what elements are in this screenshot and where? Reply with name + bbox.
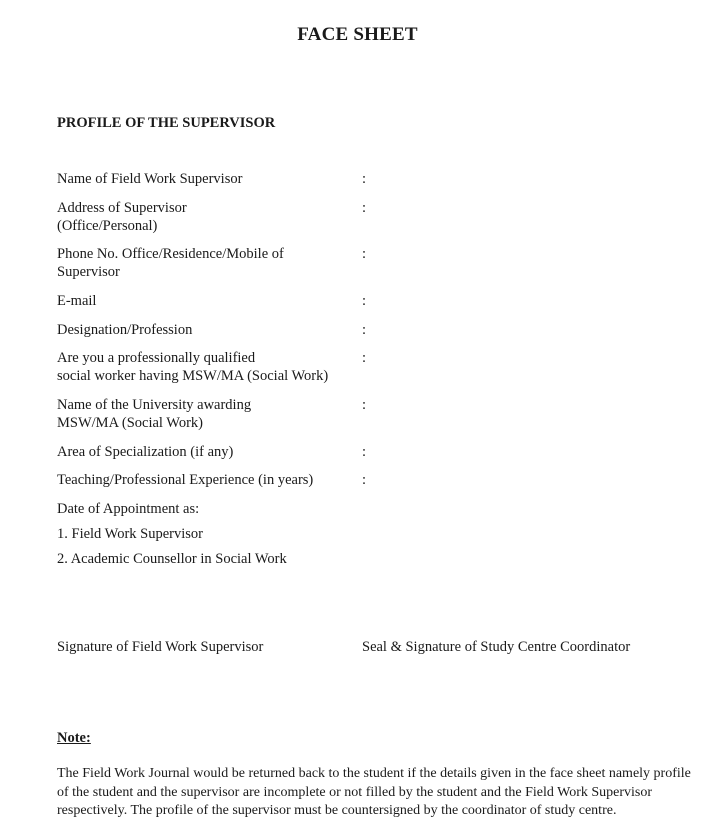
field-label-line: Address of Supervisor — [57, 200, 187, 216]
signature-supervisor-label: Signature of Field Work Supervisor — [57, 639, 264, 655]
field-colon: : — [362, 472, 367, 488]
field-label-line: Name of the University awarding — [57, 397, 252, 413]
field-label-phone — [57, 245, 357, 281]
field-label-email — [57, 292, 357, 310]
field-colon: : — [362, 171, 367, 187]
field-label-line: social worker having MSW/MA (Social Work) — [57, 368, 329, 384]
field-label-line: Name of Field Work Supervisor — [57, 171, 243, 187]
page-title: FACE SHEET — [297, 24, 418, 45]
note-heading: Note: — [57, 730, 91, 746]
field-colon: : — [362, 293, 367, 309]
appointment-heading: Date of Appointment as: — [57, 501, 200, 517]
field-label-line: E-mail — [57, 293, 97, 309]
field-colon: : — [362, 397, 367, 413]
field-colon: : — [362, 322, 367, 338]
field-label-specialization — [57, 443, 357, 461]
field-label-qualified — [57, 349, 357, 385]
field-colon: : — [362, 444, 367, 460]
field-label-experience — [57, 471, 357, 489]
field-colon: : — [362, 200, 367, 216]
field-label-designation — [57, 321, 357, 339]
note-line: of the student and the supervisor are incomplete or not filled by the student and the Field Work Supervisor — [57, 784, 653, 800]
field-colon: : — [362, 246, 367, 262]
field-label-line: MSW/MA (Social Work) — [57, 415, 203, 431]
field-label-line: Supervisor — [57, 264, 120, 280]
field-label-supervisor-name — [57, 170, 357, 188]
signature-coordinator-label: Seal & Signature of Study Centre Coordinator — [362, 639, 631, 655]
field-label-line: Designation/Profession — [57, 322, 193, 338]
field-label-line: (Office/Personal) — [57, 218, 158, 234]
field-label-university — [57, 396, 357, 432]
note-text — [57, 765, 691, 821]
field-label-line: Area of Specialization (if any) — [57, 444, 234, 460]
section-heading: PROFILE OF THE SUPERVISOR — [57, 115, 276, 131]
note-line: The Field Work Journal would be returned back to the student if the details given in the face sheet namely profile — [57, 766, 691, 781]
field-label-line: Teaching/Professional Experience (in years) — [57, 472, 314, 488]
field-label-address — [57, 199, 357, 235]
field-colon: : — [362, 350, 367, 366]
field-label-line: Phone No. Office/Residence/Mobile of — [57, 246, 284, 262]
appointment-item-supervisor: 1. Field Work Supervisor — [57, 526, 203, 542]
note-line: respectively. The profile of the supervisor must be countersigned by the coordinator of study centre. — [57, 803, 617, 818]
field-label-line: Are you a professionally qualified — [57, 350, 256, 366]
appointment-item-counsellor: 2. Academic Counsellor in Social Work — [57, 551, 287, 567]
